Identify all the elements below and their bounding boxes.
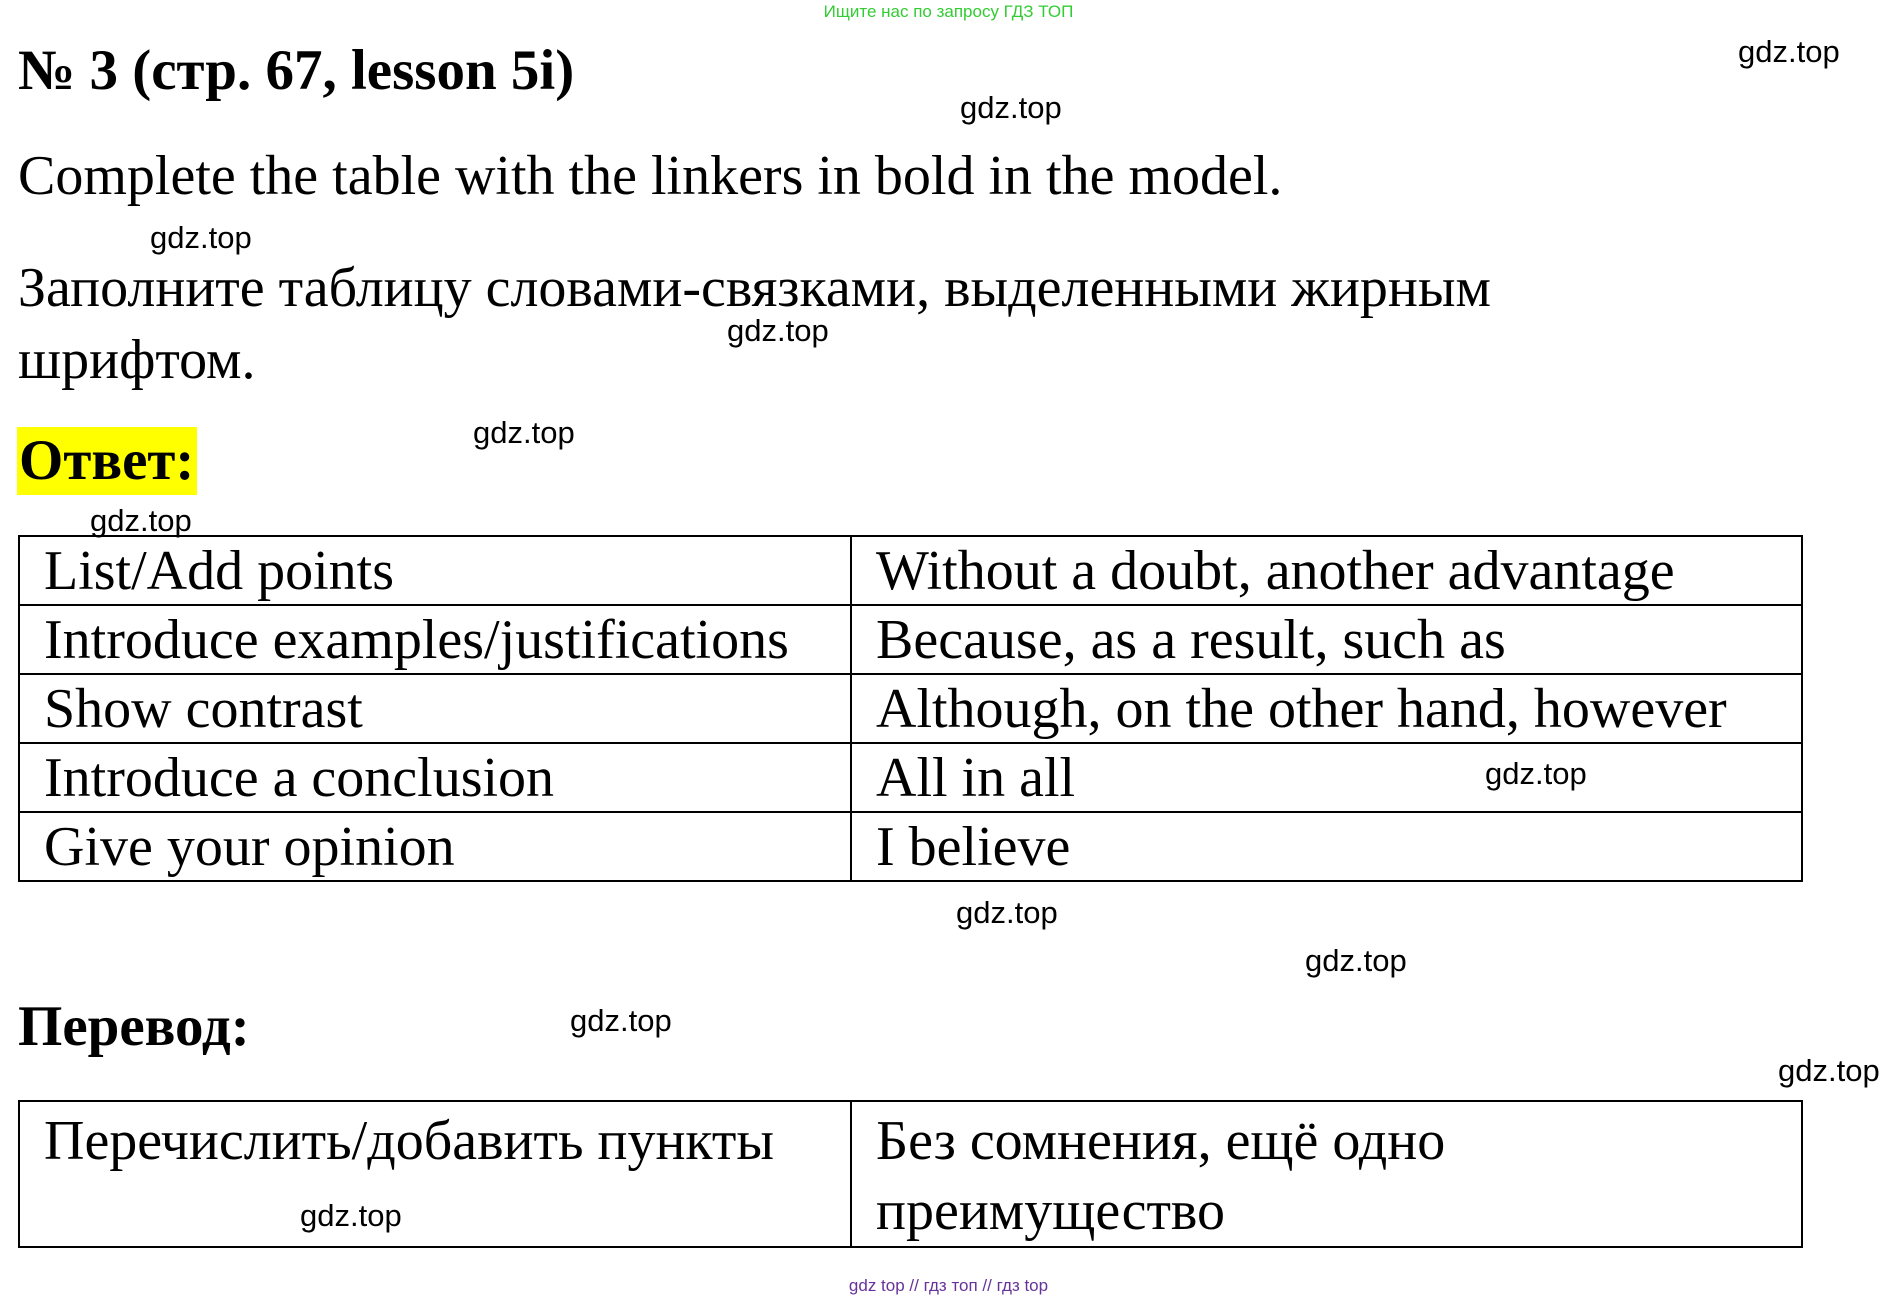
function-cell: Give your opinion (19, 812, 851, 881)
translation-heading: Перевод: (18, 995, 250, 1058)
table-row (19, 812, 1802, 881)
watermark: gdz.top (1738, 34, 1840, 69)
table-row (19, 536, 1802, 605)
linkers-cell: Because, as a result, such as (851, 605, 1802, 674)
function-cell: Show contrast (19, 674, 851, 743)
function-cell: Перечислить/добавить пункты (19, 1101, 851, 1247)
watermark: gdz.top (1305, 943, 1407, 978)
function-cell: List/Add points (19, 536, 851, 605)
watermark: gdz.top (150, 220, 252, 255)
watermark: gdz.top (1778, 1053, 1880, 1088)
translation-table (18, 1100, 1803, 1248)
answer-table (18, 535, 1803, 882)
top-banner-text[interactable]: Ищите нас по запросу ГДЗ ТОП (823, 2, 1074, 21)
watermark: gdz.top (300, 1198, 402, 1233)
linkers-cell: Without a doubt, another advantage (851, 536, 1802, 605)
table-row (19, 1101, 1802, 1247)
instruction-russian: Заполните таблицу словами-связками, выделенными жирным шрифтом. (18, 257, 1491, 391)
linkers-cell: All in all (851, 743, 1802, 812)
linkers-cell: I believe (851, 812, 1802, 881)
instruction-english: Complete the table with the linkers in bold in the model. (18, 145, 1283, 207)
watermark: gdz.top (960, 90, 1062, 125)
answer-heading: Ответ: (17, 427, 197, 495)
task-title: № 3 (стр. 67, lesson 5i) (18, 39, 575, 102)
watermark: gdz.top (473, 415, 575, 450)
linkers-cell: Без сомнения, ещё одно преимущество (851, 1101, 1802, 1247)
watermark: gdz.top (1485, 756, 1587, 791)
function-cell: Introduce a conclusion (19, 743, 851, 812)
table-row (19, 674, 1802, 743)
watermark: gdz.top (956, 895, 1058, 930)
watermark: gdz.top (570, 1003, 672, 1038)
linkers-cell: Although, on the other hand, however (851, 674, 1802, 743)
watermark: gdz.top (727, 313, 829, 348)
table-row (19, 605, 1802, 674)
watermark: gdz.top (90, 503, 192, 538)
bottom-banner-text[interactable]: gdz top // гдз топ // гдз top (848, 1276, 1049, 1295)
function-cell: Introduce examples/justifications (19, 605, 851, 674)
